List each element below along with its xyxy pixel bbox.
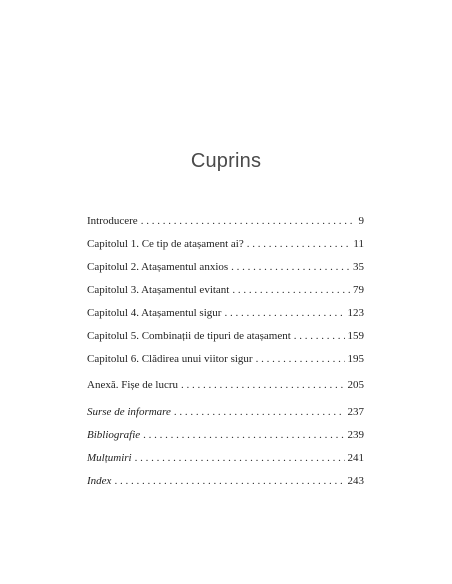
dot-leader [181,376,344,394]
toc-entry-page: 159 [347,330,364,342]
dot-leader [114,472,344,490]
toc-entry-page: 243 [347,475,364,487]
toc-entry [87,350,364,368]
page-title: Cuprins [190,150,262,172]
toc-entry-label: Bibliografie [87,429,141,441]
toc-entry-label: Introducere [87,215,138,227]
toc-entry [87,235,364,253]
toc-entry-label: Anexă. Fișe de lucru [87,379,179,391]
toc-entry-page: 123 [347,307,364,319]
toc-entry [87,426,364,444]
toc-entry [87,258,364,276]
dot-leader [232,281,350,299]
toc-entry-label: Mulțumiri [87,452,132,464]
dot-leader [135,449,345,467]
dot-leader [231,258,350,276]
toc-entry [87,281,364,299]
toc-entry-page: 79 [353,284,364,296]
toc-entry-label: Capitolul 1. Ce tip de atașament ai? [87,238,244,250]
toc-entry [87,376,364,394]
toc-entry [87,304,364,322]
toc-entry-page: 237 [347,406,364,418]
toc-entry-label: Index [87,475,112,487]
toc-entry [87,403,364,421]
toc-entry-label: Capitolul 5. Combinații de tipuri de atașament [87,330,291,342]
dot-leader [247,235,351,253]
toc-entry-label: Capitolul 6. Clădirea unui viitor sigur [87,353,253,365]
dot-leader [143,426,344,444]
toc-entry [87,212,364,230]
toc-entry [87,472,364,490]
toc-entry [87,449,364,467]
dot-leader [224,304,344,322]
dot-leader [256,350,345,368]
dot-leader [174,403,345,421]
toc-entry-page: 9 [358,215,364,227]
toc-entry-label: Capitolul 2. Atașamentul anxios [87,261,229,273]
toc-entry-label: Capitolul 4. Atașamentul sigur [87,307,222,319]
toc-entry-label: Surse de informare [87,406,171,418]
toc-entry [87,327,364,345]
toc-entry-label: Capitolul 3. Atașamentul evitant [87,284,230,296]
toc-entry-page: 205 [347,379,364,391]
toc-entry-page: 11 [353,238,364,250]
dot-leader [294,327,345,345]
toc-entry-page: 35 [353,261,364,273]
dot-leader [141,212,356,230]
toc-entry-page: 241 [347,452,364,464]
toc-entry-page: 239 [347,429,364,441]
toc-entry-page: 195 [347,353,364,365]
